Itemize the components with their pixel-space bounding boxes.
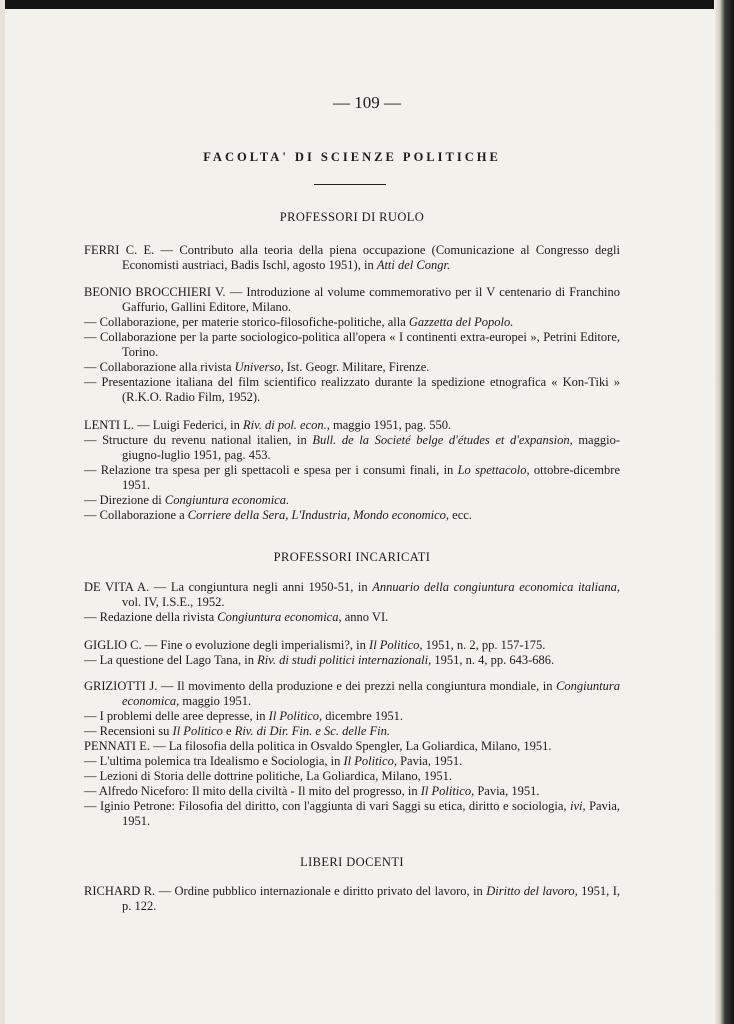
list-item: RICHARD R. — Ordine pubblico internazionale e diritto privato del lavoro, in Diritto del lavoro, 1951, I, p. 122. (84, 884, 620, 913)
entry-de-vita (84, 580, 620, 625)
list-item: — Presentazione italiana del film scientifico realizzato durante la spedizione etnografica « Kon-Tiki » (R.K.O. Radio Film, 1952). (84, 375, 620, 404)
entry-giglio (84, 638, 620, 668)
faculty-heading: FACOLTA' DI SCIENZE POLITICHE (203, 150, 501, 164)
list-item: — Collaborazione per la parte sociologico-politica all'opera « I continenti extra-europei », Petrini Editore, Torino. (84, 330, 620, 359)
list-item: — Lezioni di Storia delle dottrine politiche, La Goliardica, Milano, 1951. (84, 769, 452, 783)
list-item: — Recensioni su Il Politico e Riv. di Dir. Fin. e Sc. delle Fin. (84, 724, 390, 738)
list-item: — Structure du revenu national italien, in Bull. de la Societé belge d'études et d'expansion, maggio-giugno-luglio 1951, pag. 453. (84, 433, 620, 462)
list-item: — Iginio Petrone: Filosofia del diritto, con l'aggiunta di vari Saggi su etica, diritto e sociologia, ivi, Pavia, 1951. (84, 799, 620, 828)
list-item: — La questione del Lago Tana, in Riv. di studi politici internazionali, 1951, n. 4, pp. 643-686. (84, 653, 555, 667)
list-item: GIGLIO C. — Fine o evoluzione degli imperialismi?, in Il Politico, 1951, n. 2, pp. 157-175. (84, 638, 546, 652)
entry-lenti (84, 418, 620, 523)
list-item: FERRI C. E. — Contributo alla teoria della piena occupazione (Comunicazione al Congresso degli Economisti austriaci, Badis Ischl, agosto 1951), in Atti del Congr. (84, 243, 620, 272)
list-item: — Redazione della rivista Congiuntura economica, anno VI. (84, 610, 389, 624)
section-title-liberi-docenti: LIBERI DOCENTI (300, 855, 404, 869)
list-item: — Collaborazione, per materie storico-filosofiche-politiche, alla Gazzetta del Popolo. (84, 315, 514, 329)
section-title-professori-di-ruolo: PROFESSORI DI RUOLO (279, 210, 425, 224)
book-binding-edge (714, 0, 734, 1024)
heading-rule (314, 184, 386, 185)
list-item: BEONIO BROCCHIERI V. — Introduzione al volume commemorativo per il V centenario di Franchino Gaffurio, Gallini Editore, Milano. (84, 285, 620, 314)
list-item: LENTI L. — Luigi Federici, in Riv. di pol. econ., maggio 1951, pag. 550. (84, 418, 452, 432)
list-item: — Collaborazione alla rivista Universo, Ist. Geogr. Militare, Firenze. (84, 360, 430, 374)
list-item: PENNATI E. — La filosofia della politica in Osvaldo Spengler, La Goliardica, Milano, 1951. (84, 739, 552, 753)
list-item: — Relazione tra spesa per gli spettacoli e spesa per i consumi finali, in Lo spettacolo, ottobre-dicembre 1951. (84, 463, 620, 492)
entry-richard (84, 884, 620, 914)
list-item: — I problemi delle aree depresse, in Il Politico, dicembre 1951. (84, 709, 404, 723)
list-item: DE VITA A. — La congiuntura negli anni 1950-51, in Annuario della congiuntura economica italiana, vol. IV, I.S.E., 1952. (84, 580, 620, 609)
entry-brocchieri (84, 285, 620, 405)
page-number: — 109 — (333, 93, 401, 112)
entry-griziotti-pennati (84, 679, 620, 829)
list-item: — Collaborazione a Corriere della Sera, L'Industria, Mondo economico, ecc. (84, 508, 472, 522)
section-title-professori-incaricati: PROFESSORI INCARICATI (273, 550, 431, 564)
list-item: — L'ultima polemica tra Idealismo e Sociologia, in Il Politico, Pavia, 1951. (84, 754, 463, 768)
scan-top-border (0, 0, 734, 9)
list-item: — Direzione di Congiuntura economica. (84, 493, 290, 507)
list-item: — Alfredo Niceforo: Il mito della civiltà - Il mito del progresso, in Il Politico, Pavia, 1951. (84, 784, 540, 798)
entry-ferri (84, 243, 620, 273)
list-item: GRIZIOTTI J. — Il movimento della produzione e dei prezzi nella congiuntura mondiale, in Congiuntura economica, maggio 1951. (84, 679, 620, 708)
